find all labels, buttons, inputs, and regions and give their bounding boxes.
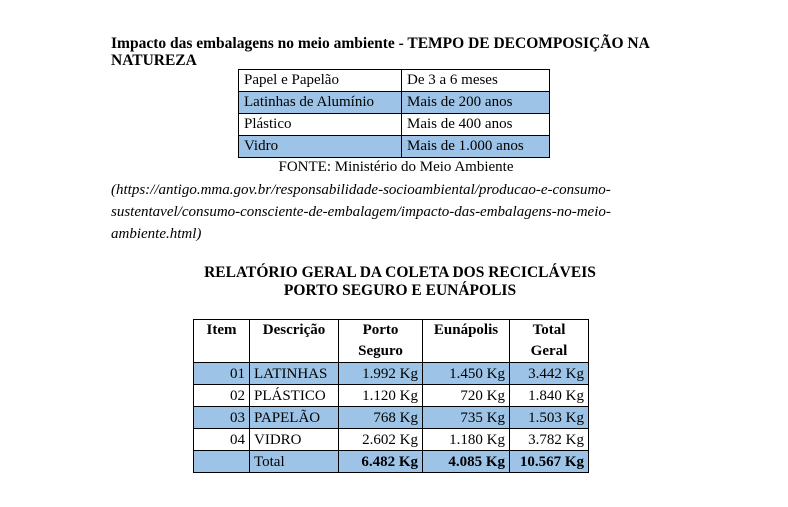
total-cell: 1.840 Kg [510, 385, 589, 407]
header-item: Item [194, 320, 250, 363]
total-row [194, 451, 589, 473]
porto-seguro-cell: 1.120 Kg [339, 385, 423, 407]
table-header-row [194, 320, 589, 363]
item-cell: 04 [194, 429, 250, 451]
item-cell: 02 [194, 385, 250, 407]
total-cell: 3.782 Kg [510, 429, 589, 451]
table-row [194, 407, 589, 429]
total-cell: 1.503 Kg [510, 407, 589, 429]
heading-intro: Impacto das embalagens no meio ambiente - [111, 35, 408, 52]
porto-seguro-cell: 768 Kg [339, 407, 423, 429]
eunapolis-cell: 735 Kg [423, 407, 510, 429]
heading-emphasis: TEMPO DE DECOMPOSIÇÃO NA NATUREZA [111, 35, 649, 69]
item-cell [194, 451, 250, 473]
header-porto-seguro [339, 320, 423, 363]
header-total-geral [510, 320, 589, 363]
decomposition-heading [111, 35, 691, 69]
item-cell: 03 [194, 407, 250, 429]
header-descricao: Descrição [250, 320, 339, 363]
porto-seguro-cell: 2.602 Kg [339, 429, 423, 451]
material-cell: Plástico [239, 114, 402, 136]
table-row [194, 429, 589, 451]
header-total-geral-text: Total Geral [530, 322, 568, 359]
description-cell: PLÁSTICO [250, 385, 339, 407]
total-cell: 3.442 Kg [510, 363, 589, 385]
header-eunapolis: Eunápolis [423, 320, 510, 363]
decomposition-table [238, 69, 550, 158]
material-cell: Latinhas de Alumínio [239, 92, 402, 114]
table-row [239, 114, 550, 136]
time-cell: De 3 a 6 meses [402, 70, 550, 92]
grand-total-cell: 10.567 Kg [510, 451, 589, 473]
material-cell: Vidro [239, 136, 402, 158]
report-title-line2: PORTO SEGURO E EUNÁPOLIS [283, 282, 517, 299]
source-caption: FONTE: Ministério do Meio Ambiente [278, 159, 514, 175]
item-cell: 01 [194, 363, 250, 385]
time-cell: Mais de 200 anos [402, 92, 550, 114]
table-row [194, 363, 589, 385]
material-cell: Papel e Papelão [239, 70, 402, 92]
description-cell: VIDRO [250, 429, 339, 451]
table-row [239, 92, 550, 114]
porto-seguro-total-cell: 6.482 Kg [339, 451, 423, 473]
table-row [239, 136, 550, 158]
report-heading [150, 264, 650, 300]
eunapolis-total-cell: 4.085 Kg [423, 451, 510, 473]
source-url: (https://antigo.mma.gov.br/responsabilidade-socioambiental/producao-e-consumo-sustentavel/consumo-consciente-de-embalagem/impacto-das-embalagens-no-meio-ambiente.html) [111, 182, 611, 242]
time-cell: Mais de 1.000 anos [402, 136, 550, 158]
time-cell: Mais de 400 anos [402, 114, 550, 136]
total-label-cell: Total [250, 451, 339, 473]
table-row [194, 385, 589, 407]
recyclables-table [193, 319, 589, 473]
eunapolis-cell: 720 Kg [423, 385, 510, 407]
description-cell: PAPELÃO [250, 407, 339, 429]
report-title-line1: RELATÓRIO GERAL DA COLETA DOS RECICLÁVEIS [204, 264, 596, 281]
header-porto-seguro-text: Porto Seguro [358, 322, 403, 359]
table-row [239, 70, 550, 92]
eunapolis-cell: 1.450 Kg [423, 363, 510, 385]
porto-seguro-cell: 1.992 Kg [339, 363, 423, 385]
description-cell: LATINHAS [250, 363, 339, 385]
eunapolis-cell: 1.180 Kg [423, 429, 510, 451]
